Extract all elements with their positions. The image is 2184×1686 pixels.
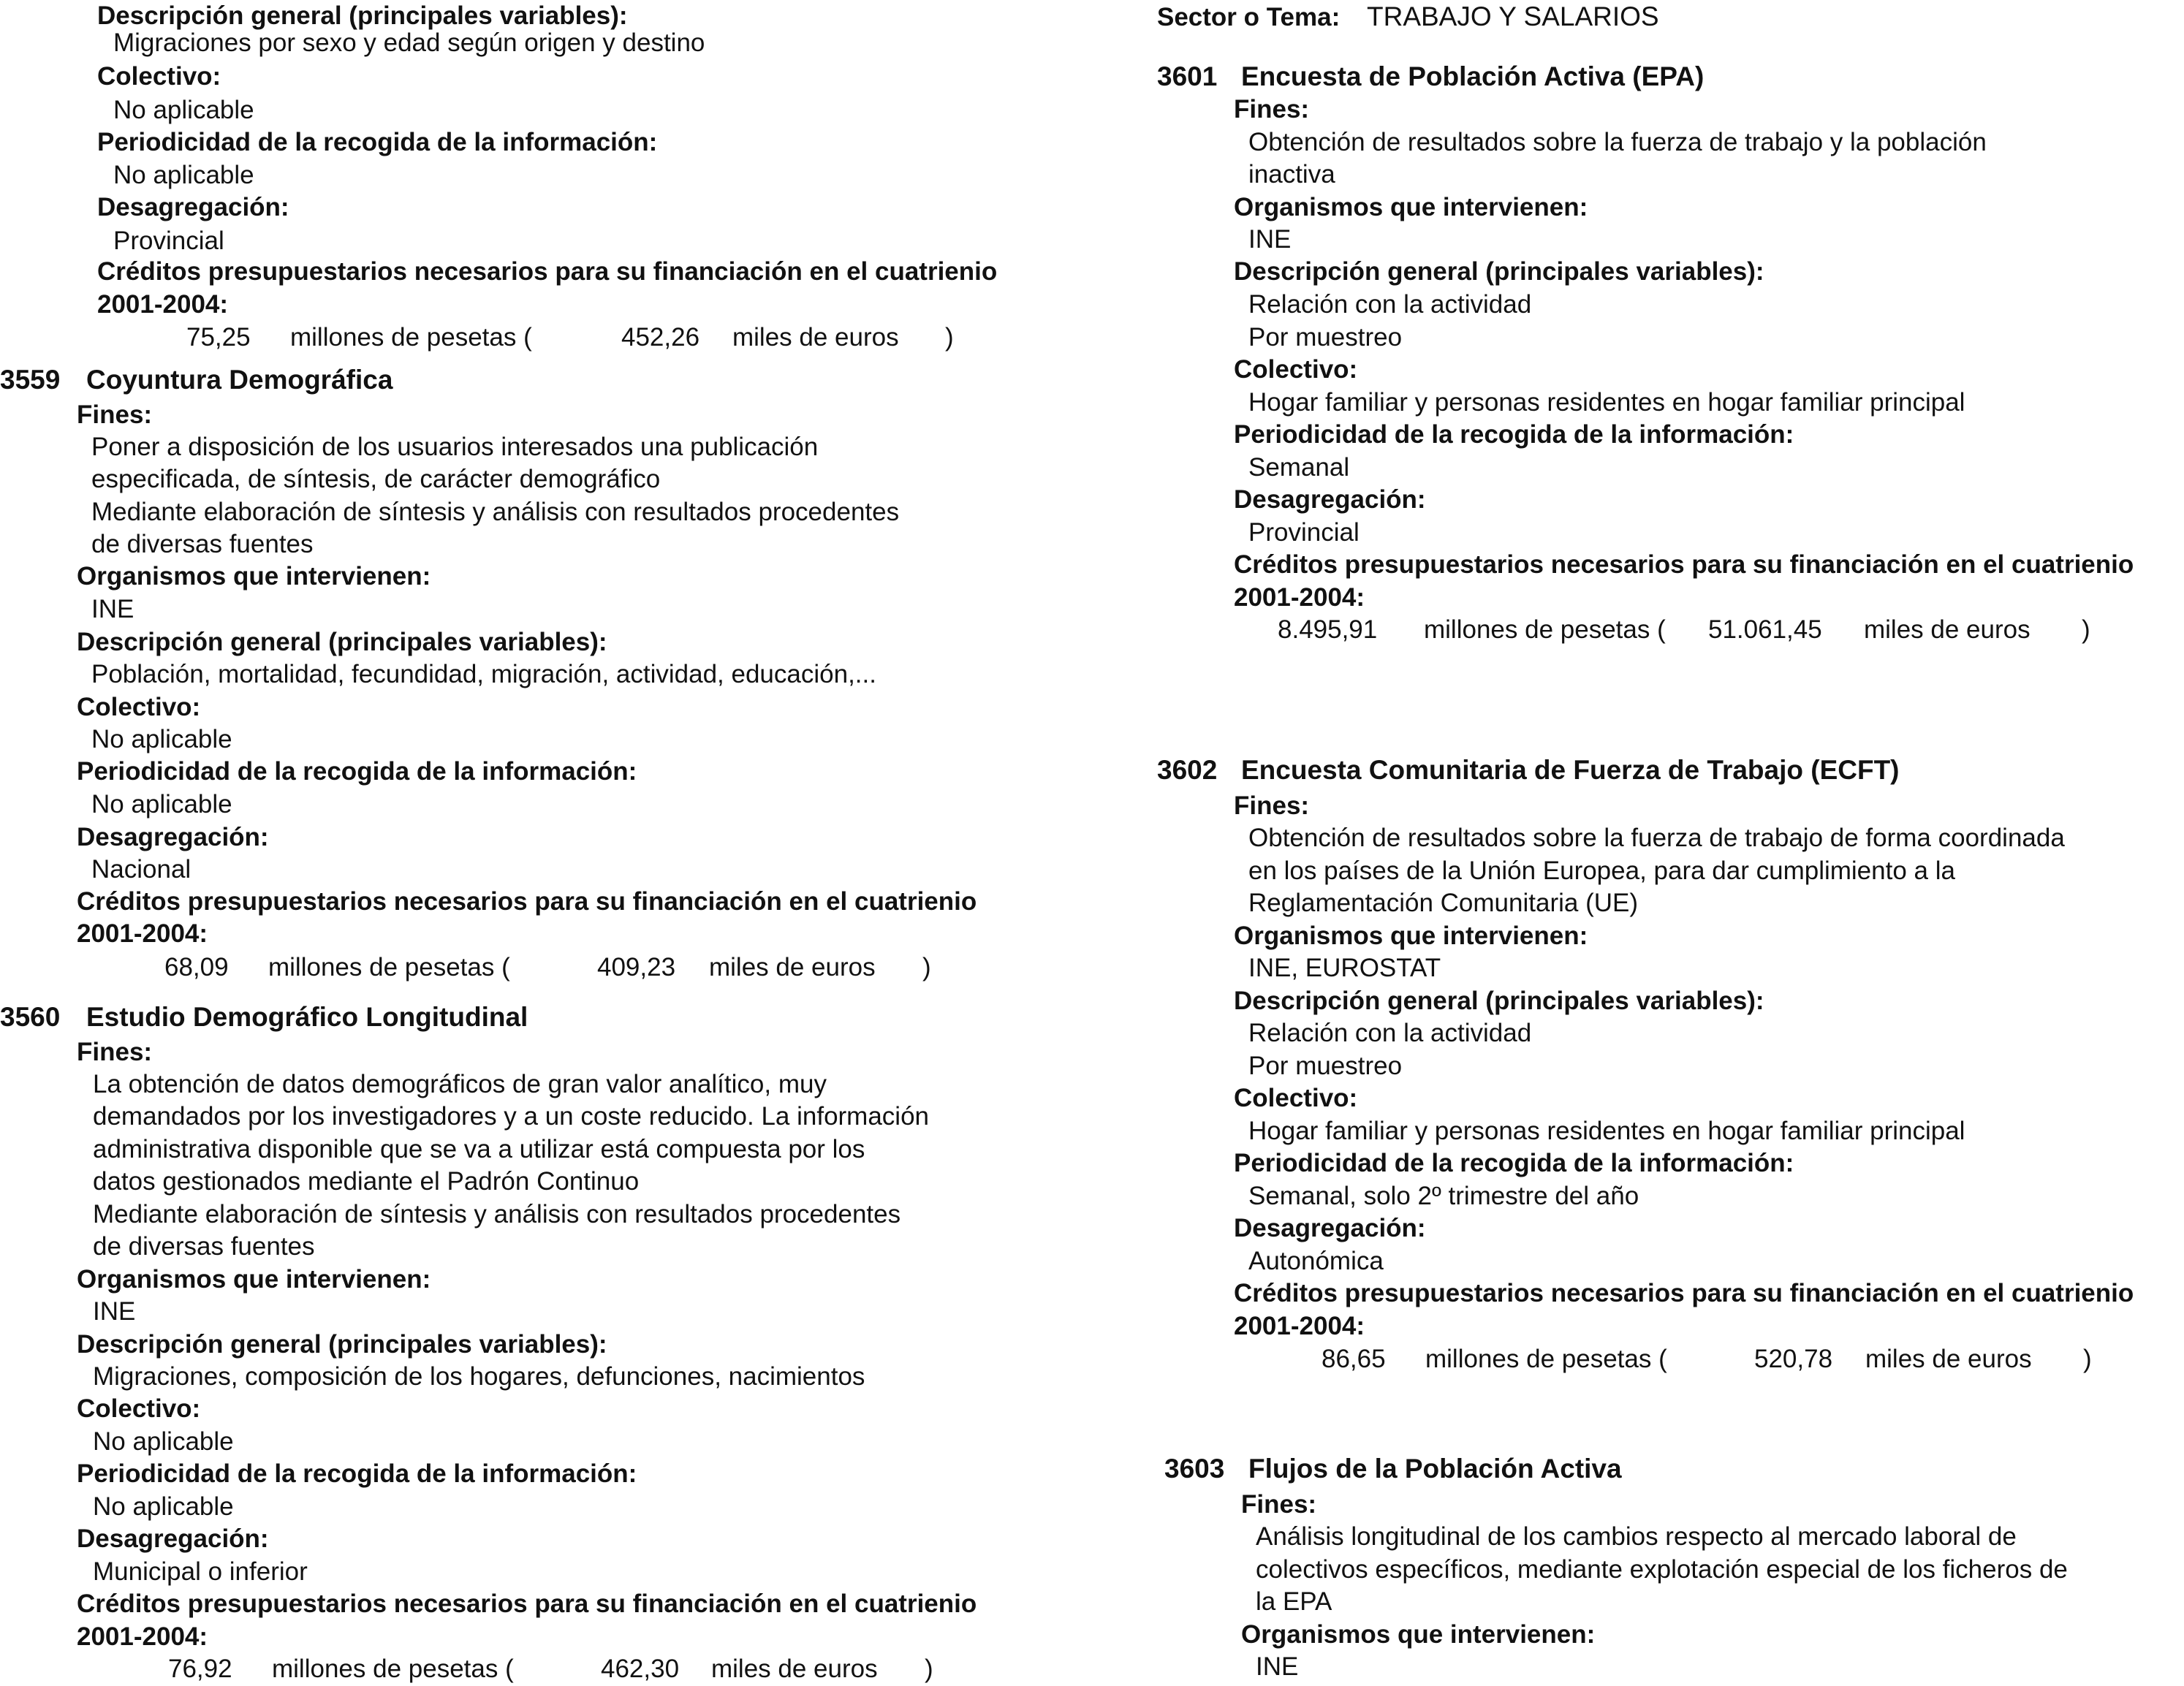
close-paren: ): [2083, 1345, 2092, 1373]
pesetas-unit: millones de pesetas (: [1424, 615, 1666, 644]
field-label: Descripción general (principales variables):: [77, 628, 607, 656]
fines-line: Análisis longitudinal de los cambios respecto al mercado laboral de: [1256, 1522, 2017, 1551]
section-title: Coyuntura Demográfica: [86, 365, 393, 395]
field-value: Provincial: [1248, 518, 1360, 547]
field-value: Migraciones, composición de los hogares, defunciones, nacimientos: [93, 1362, 865, 1391]
field-label: 2001-2004:: [1234, 583, 1365, 612]
euros-amount: 51.061,45: [1708, 615, 1822, 644]
field-label: Organismos que intervienen:: [1234, 193, 1588, 221]
euros-amount: 520,78: [1754, 1345, 1833, 1373]
field-label: Periodicidad de la recogida de la información:: [1234, 1149, 1794, 1177]
field-value: INE: [1256, 1652, 1299, 1681]
fines-line: demandados por los investigadores y a un coste reducido. La información: [93, 1102, 930, 1131]
field-value: Relación con la actividad: [1248, 1019, 1532, 1047]
field-label: Créditos presupuestarios necesarios para su financiación en el cuatrienio: [1234, 550, 2134, 579]
close-paren: ): [922, 953, 931, 981]
field-label: 2001-2004:: [77, 919, 208, 948]
euros-amount: 462,30: [601, 1655, 680, 1683]
sector-name: TRABAJO Y SALARIOS: [1367, 1, 1659, 31]
fines-line: de diversas fuentes: [93, 1232, 315, 1261]
field-label: Créditos presupuestarios necesarios para su financiación en el cuatrienio: [97, 257, 998, 286]
pesetas-amount: 86,65: [1322, 1345, 1386, 1373]
field-label: 2001-2004:: [1234, 1312, 1365, 1340]
euros-unit: miles de euros: [732, 323, 899, 352]
field-label: Periodicidad de la recogida de la información:: [77, 757, 637, 786]
field-label: Fines:: [77, 1038, 153, 1066]
field-label: Desagregación:: [1234, 485, 1426, 514]
field-label: Descripción general (principales variables):: [1234, 987, 1764, 1015]
field-label: Colectivo:: [1234, 1084, 1358, 1112]
field-value: Por muestreo: [1248, 323, 1403, 352]
field-label: Fines:: [1234, 95, 1310, 124]
fines-line: Obtención de resultados sobre la fuerza de trabajo y la población: [1248, 128, 1987, 156]
field-label: Organismos que intervienen:: [1234, 922, 1588, 950]
field-value: INE: [91, 595, 134, 623]
field-label: Organismos que intervienen:: [77, 1265, 431, 1294]
pesetas-unit: millones de pesetas (: [268, 953, 510, 981]
euros-unit: miles de euros: [711, 1655, 878, 1683]
section-code: 3560: [0, 1002, 61, 1032]
close-paren: ): [925, 1655, 933, 1683]
field-value: Relación con la actividad: [1248, 290, 1532, 319]
euros-unit: miles de euros: [709, 953, 876, 981]
field-label: 2001-2004:: [77, 1622, 208, 1651]
field-value: No aplicable: [93, 1427, 234, 1456]
field-label: Desagregación:: [97, 193, 289, 221]
close-paren: ): [2082, 615, 2090, 644]
fines-line: La obtención de datos demográficos de gran valor analítico, muy: [93, 1070, 827, 1098]
pesetas-unit: millones de pesetas (: [1425, 1345, 1667, 1373]
sector-label: Sector o Tema:: [1157, 3, 1341, 31]
section-title: Flujos de la Población Activa: [1248, 1454, 1622, 1484]
field-label: Colectivo:: [97, 62, 221, 91]
field-label: Colectivo:: [77, 1394, 201, 1423]
field-value: INE, EUROSTAT: [1248, 954, 1441, 982]
fines-line: Mediante elaboración de síntesis y análisis con resultados procedentes: [93, 1200, 901, 1229]
pesetas-unit: millones de pesetas (: [290, 323, 532, 352]
field-label: Créditos presupuestarios necesarios para su financiación en el cuatrienio: [77, 887, 977, 916]
pesetas-amount: 76,92: [168, 1655, 232, 1683]
section-title: Encuesta Comunitaria de Fuerza de Trabajo (ECFT): [1241, 755, 1900, 785]
fines-line: Reglamentación Comunitaria (UE): [1248, 889, 1638, 917]
field-value: Semanal, solo 2º trimestre del año: [1248, 1182, 1639, 1210]
field-value: Autonómica: [1248, 1247, 1384, 1275]
field-label: Organismos que intervienen:: [1241, 1620, 1596, 1649]
pesetas-amount: 68,09: [164, 953, 229, 981]
field-label: Desagregación:: [1234, 1214, 1426, 1242]
field-label: Fines:: [1241, 1490, 1317, 1519]
fines-line: colectivos específicos, mediante explotación especial de los ficheros de: [1256, 1555, 2068, 1584]
euros-amount: 409,23: [597, 953, 676, 981]
euros-unit: miles de euros: [1864, 615, 2031, 644]
fines-line: de diversas fuentes: [91, 530, 314, 558]
fines-line: Mediante elaboración de síntesis y análisis con resultados procedentes: [91, 498, 900, 526]
field-value: Migraciones por sexo y edad según origen y destino: [113, 29, 705, 57]
field-label: Colectivo:: [1234, 355, 1358, 384]
section-code: 3603: [1164, 1454, 1225, 1484]
section-title: Estudio Demográfico Longitudinal: [86, 1002, 528, 1032]
pesetas-amount: 8.495,91: [1278, 615, 1378, 644]
field-value: Población, mortalidad, fecundidad, migración, actividad, educación,...: [91, 660, 876, 688]
field-label: Periodicidad de la recogida de la información:: [1234, 420, 1794, 449]
section-title: Encuesta de Población Activa (EPA): [1241, 61, 1705, 91]
field-label: Fines:: [77, 400, 153, 429]
field-value: Por muestreo: [1248, 1052, 1403, 1080]
field-label: Periodicidad de la recogida de la información:: [97, 128, 658, 156]
euros-amount: 452,26: [621, 323, 700, 352]
fines-line: Poner a disposición de los usuarios interesados una publicación: [91, 433, 819, 461]
field-label: Fines:: [1234, 791, 1310, 820]
field-value: INE: [1248, 225, 1292, 254]
section-code: 3559: [0, 365, 61, 395]
field-label: Colectivo:: [77, 693, 201, 721]
pesetas-amount: 75,25: [186, 323, 251, 352]
field-value: Hogar familiar y personas residentes en hogar familiar principal: [1248, 1117, 1965, 1145]
field-label: Descripción general (principales variables):: [97, 1, 628, 30]
field-value: Hogar familiar y personas residentes en hogar familiar principal: [1248, 388, 1965, 417]
field-value: Semanal: [1248, 453, 1350, 482]
field-value: No aplicable: [93, 1492, 234, 1521]
field-label: Créditos presupuestarios necesarios para su financiación en el cuatrienio: [1234, 1279, 2134, 1307]
field-value: Provincial: [113, 227, 224, 255]
field-value: INE: [93, 1297, 136, 1326]
field-label: Descripción general (principales variables):: [77, 1330, 607, 1359]
field-label: 2001-2004:: [97, 290, 229, 319]
fines-line: datos gestionados mediante el Padrón Continuo: [93, 1167, 640, 1196]
field-value: No aplicable: [113, 161, 254, 189]
pesetas-unit: millones de pesetas (: [272, 1655, 514, 1683]
field-label: Créditos presupuestarios necesarios para su financiación en el cuatrienio: [77, 1590, 977, 1618]
fines-line: la EPA: [1256, 1587, 1332, 1616]
field-label: Descripción general (principales variables):: [1234, 257, 1764, 286]
section-code: 3601: [1157, 61, 1218, 91]
field-value: No aplicable: [91, 790, 232, 819]
fines-line: Obtención de resultados sobre la fuerza de trabajo de forma coordinada: [1248, 824, 2065, 852]
field-value: Nacional: [91, 855, 192, 884]
field-value: No aplicable: [113, 96, 254, 124]
field-value: Municipal o inferior: [93, 1557, 308, 1586]
field-label: Desagregación:: [77, 823, 269, 851]
field-value: No aplicable: [91, 725, 232, 753]
fines-line: en los países de la Unión Europea, para dar cumplimiento a la: [1248, 857, 1955, 885]
field-label: Periodicidad de la recogida de la información:: [77, 1459, 637, 1488]
close-paren: ): [945, 323, 954, 352]
fines-line: administrativa disponible que se va a utilizar está compuesta por los: [93, 1135, 865, 1163]
section-code: 3602: [1157, 755, 1218, 785]
field-label: Desagregación:: [77, 1524, 269, 1553]
fines-line: inactiva: [1248, 160, 1335, 189]
field-label: Organismos que intervienen:: [77, 562, 431, 591]
fines-line: especificada, de síntesis, de carácter demográfico: [91, 465, 661, 493]
euros-unit: miles de euros: [1865, 1345, 2032, 1373]
